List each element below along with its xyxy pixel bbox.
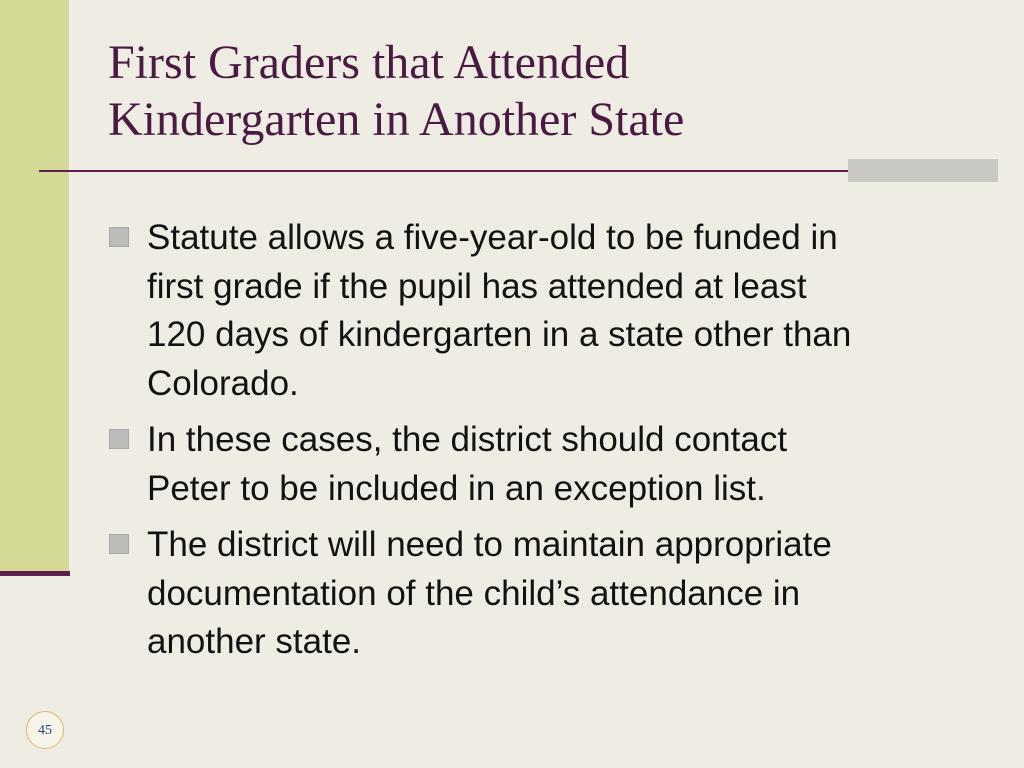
bullet-text-line: The district will need to maintain appropriate <box>147 525 832 564</box>
bullet-text-line: documentation of the child’s attendance in <box>147 573 801 613</box>
page-number-badge: 45 <box>26 711 64 749</box>
bullet-item <box>108 521 988 667</box>
square-bullet-icon <box>109 429 129 449</box>
bullet-item <box>108 214 988 408</box>
bullet-item <box>108 416 988 513</box>
bullet-text-line: Colorado. <box>147 363 299 403</box>
slide-title-line: Kindergarten in Another State <box>108 93 685 146</box>
square-bullet-icon <box>109 227 129 247</box>
bullet-text-line: Peter to be included in an exception list. <box>147 468 766 508</box>
side-accent-rule <box>0 571 70 576</box>
square-bullet-icon <box>109 534 129 554</box>
bullet-text-line: Statute allows a five-year-old to be funded in <box>147 218 838 257</box>
side-accent-bar <box>0 0 69 573</box>
slide-title-line: First Graders that Attended <box>108 36 630 89</box>
slide-title <box>108 34 968 148</box>
bullet-text-line: another state. <box>147 622 362 661</box>
bullet-text-line: first grade if the pupil has attended at least <box>147 266 807 306</box>
bullet-text-line: 120 days of kindergarten in a state other than <box>147 315 852 354</box>
bullet-list <box>108 214 988 675</box>
title-divider <box>39 170 969 172</box>
bullet-text-line: In these cases, the district should contact <box>147 420 788 459</box>
title-divider-tab <box>848 159 998 182</box>
